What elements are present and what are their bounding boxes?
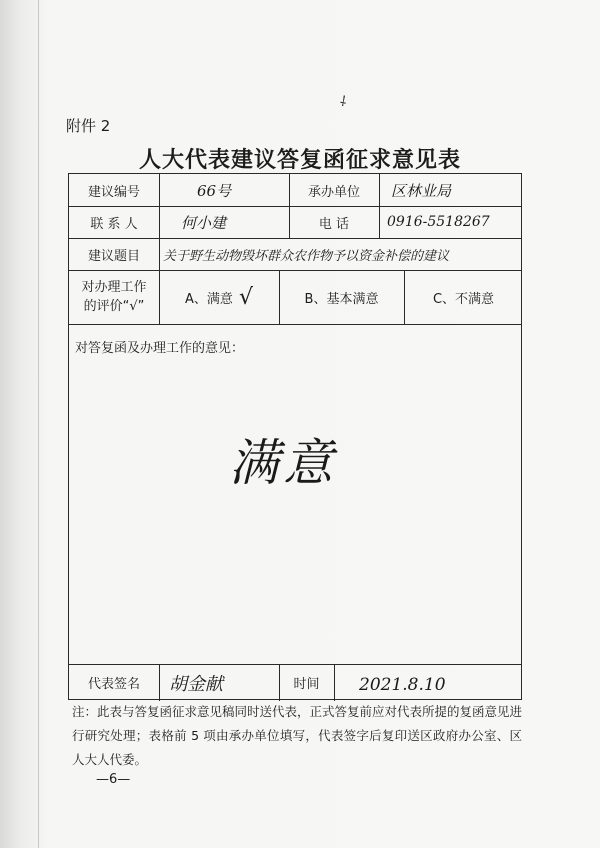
row-divider <box>69 324 521 325</box>
ink-mark: ⸸ <box>338 93 348 111</box>
column-divider <box>159 664 160 701</box>
column-divider <box>334 664 335 701</box>
proposal-number-value: 66号 <box>197 181 232 200</box>
undertaking-unit-label: 承办单位 <box>307 184 360 200</box>
undertaking-unit-value: 区林业局 <box>391 181 452 200</box>
rating-label <box>69 270 159 324</box>
form-title: 人大代表建议答复函征求意见表 <box>138 147 461 173</box>
rating-option-basically-satisfied[interactable]: B、基本满意 <box>304 291 379 307</box>
footnote: 注：此表与答复函征求意见稿同时送代表，正式答复前应对代表所提的复函意见进行研究处理；表格前 5 项由承办单位填写，代表签字后复印送区政府办公室、区人大人代委。 <box>72 704 523 767</box>
topic-label: 建议题目 <box>87 248 140 264</box>
time-label: 时间 <box>293 677 320 692</box>
attachment-label: 附件 2 <box>66 117 111 135</box>
time-value: 2021.8.10 <box>359 674 446 695</box>
rating-option-label: A、满意 <box>185 291 233 307</box>
binding-edge <box>38 0 39 848</box>
proposal-number-label: 建议编号 <box>87 184 140 200</box>
opinion-form-table <box>68 173 522 700</box>
rating-label-line1: 对办理工作 <box>81 280 147 295</box>
column-divider <box>379 174 380 238</box>
topic-value: 关于野生动物毁坏群众农作物予以资金补偿的建议 <box>163 248 450 264</box>
check-mark-icon: √ <box>238 284 253 310</box>
phone-label: 电 话 <box>318 216 350 232</box>
page-number: —6— <box>96 772 131 787</box>
rating-label-line2: 的评价“√” <box>83 299 145 314</box>
phone-value: 0916-5518267 <box>387 214 490 230</box>
contact-label: 联 系 人 <box>90 216 138 232</box>
opinion-label: 对答复函及办理工作的意见： <box>75 340 245 356</box>
rating-option-unsatisfied[interactable]: C、不满意 <box>432 291 495 307</box>
opinion-handwritten: 满意 <box>229 434 337 492</box>
contact-value: 何小建 <box>181 213 227 232</box>
signature-value: 胡金献 <box>169 673 223 695</box>
rating-option-satisfied[interactable] <box>159 270 279 324</box>
signature-label: 代表签名 <box>87 677 140 692</box>
